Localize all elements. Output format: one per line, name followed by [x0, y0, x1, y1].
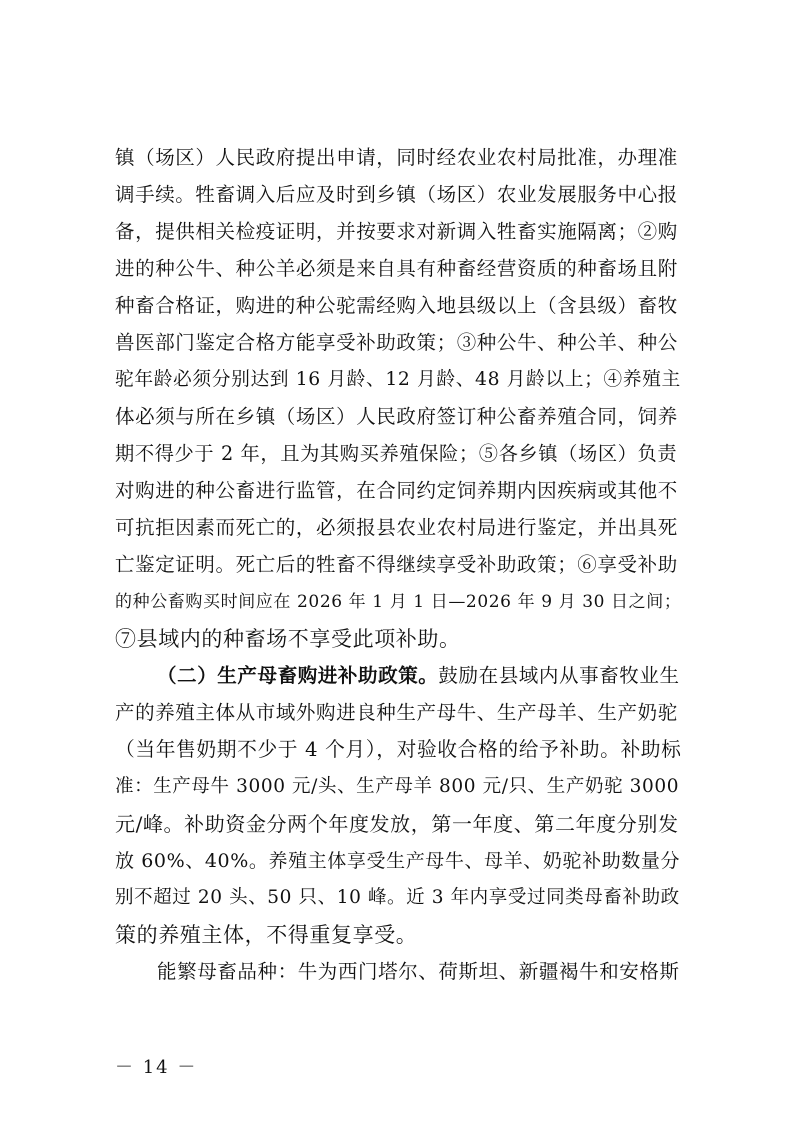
text-line: 对购进的种公畜进行监管，在合同约定饲养期内因疾病或其他不: [115, 479, 678, 502]
text-line: 种畜合格证，购进的种公驼需经购入地县级以上（含县级）畜牧: [115, 294, 678, 317]
text-line: 调手续。牲畜调入后应及时到乡镇（场区）农业发展服务中心报: [115, 183, 678, 206]
text-line: 驼年龄必须分别达到 16 月龄、12 月龄、48 月龄以上；④养殖主: [115, 369, 681, 390]
text-line: 别不超过 20 头、50 只、10 峰。近 3 年内享受过同类母畜补助政: [115, 887, 680, 908]
text-line: 策的养殖主体，不得重复享受。: [115, 923, 418, 947]
page-number: － 14 －: [115, 1057, 198, 1078]
text-line: 可抗拒因素而死亡的，必须报县农业农村局进行鉴定，并出具死: [115, 516, 678, 539]
heading-continuation: 鼓励在县域内从事畜牧业生: [438, 664, 680, 687]
text-line: 元/峰。补助资金分两个年度发放，第一年度、第二年度分别发: [115, 812, 679, 836]
text-line: 放 60%、40%。养殖主体享受生产母牛、母羊、奶驼补助数量分: [115, 850, 681, 872]
text-line: 产的养殖主体从市域外购进良种生产母牛、生产母羊、生产奶驼: [115, 701, 678, 724]
text-line: 备，提供相关检疫证明，并按要求对新调入牲畜实施隔离；②购: [115, 220, 678, 243]
text-line: 期不得少于 2 年，且为其购买养殖保险；⑤各乡镇（场区）负责: [115, 442, 678, 465]
text-line: 镇（场区）人民政府提出申请，同时经农业农村局批准，办理准: [115, 146, 678, 169]
text-line: 能繁母畜品种：牛为西门塔尔、荷斯坦、新疆褐牛和安格斯: [157, 960, 680, 983]
text-line: ⑦县域内的种畜场不享受此项补助。: [115, 627, 461, 651]
text-line: 体必须与所在乡镇（场区）人民政府签订种公畜养殖合同，饲养: [115, 405, 678, 428]
text-line: 亡鉴定证明。死亡后的牲畜不得继续享受补助政策；⑥享受补助: [115, 553, 678, 576]
text-line: 兽医部门鉴定合格方能享受补助政策；③种公牛、种公羊、种公: [115, 331, 678, 354]
text-line: 进的种公牛、种公羊必须是来自具有种畜经营资质的种畜场且附: [115, 257, 678, 280]
text-line: 准：生产母牛 3000 元/头、生产母羊 800 元/只、生产奶驼 3000: [115, 776, 680, 797]
text-line-first: [157, 661, 680, 691]
text-line: 的种公畜购买时间应在 2026 年 1 月 1 日—2026 年 9 月 30 日之间；: [115, 592, 682, 612]
section-heading: （二）生产母畜购进补助政策。: [157, 664, 439, 687]
text-line: （当年售奶期不少于 4 个月），对验收合格的给予补助。补助标: [115, 738, 682, 761]
